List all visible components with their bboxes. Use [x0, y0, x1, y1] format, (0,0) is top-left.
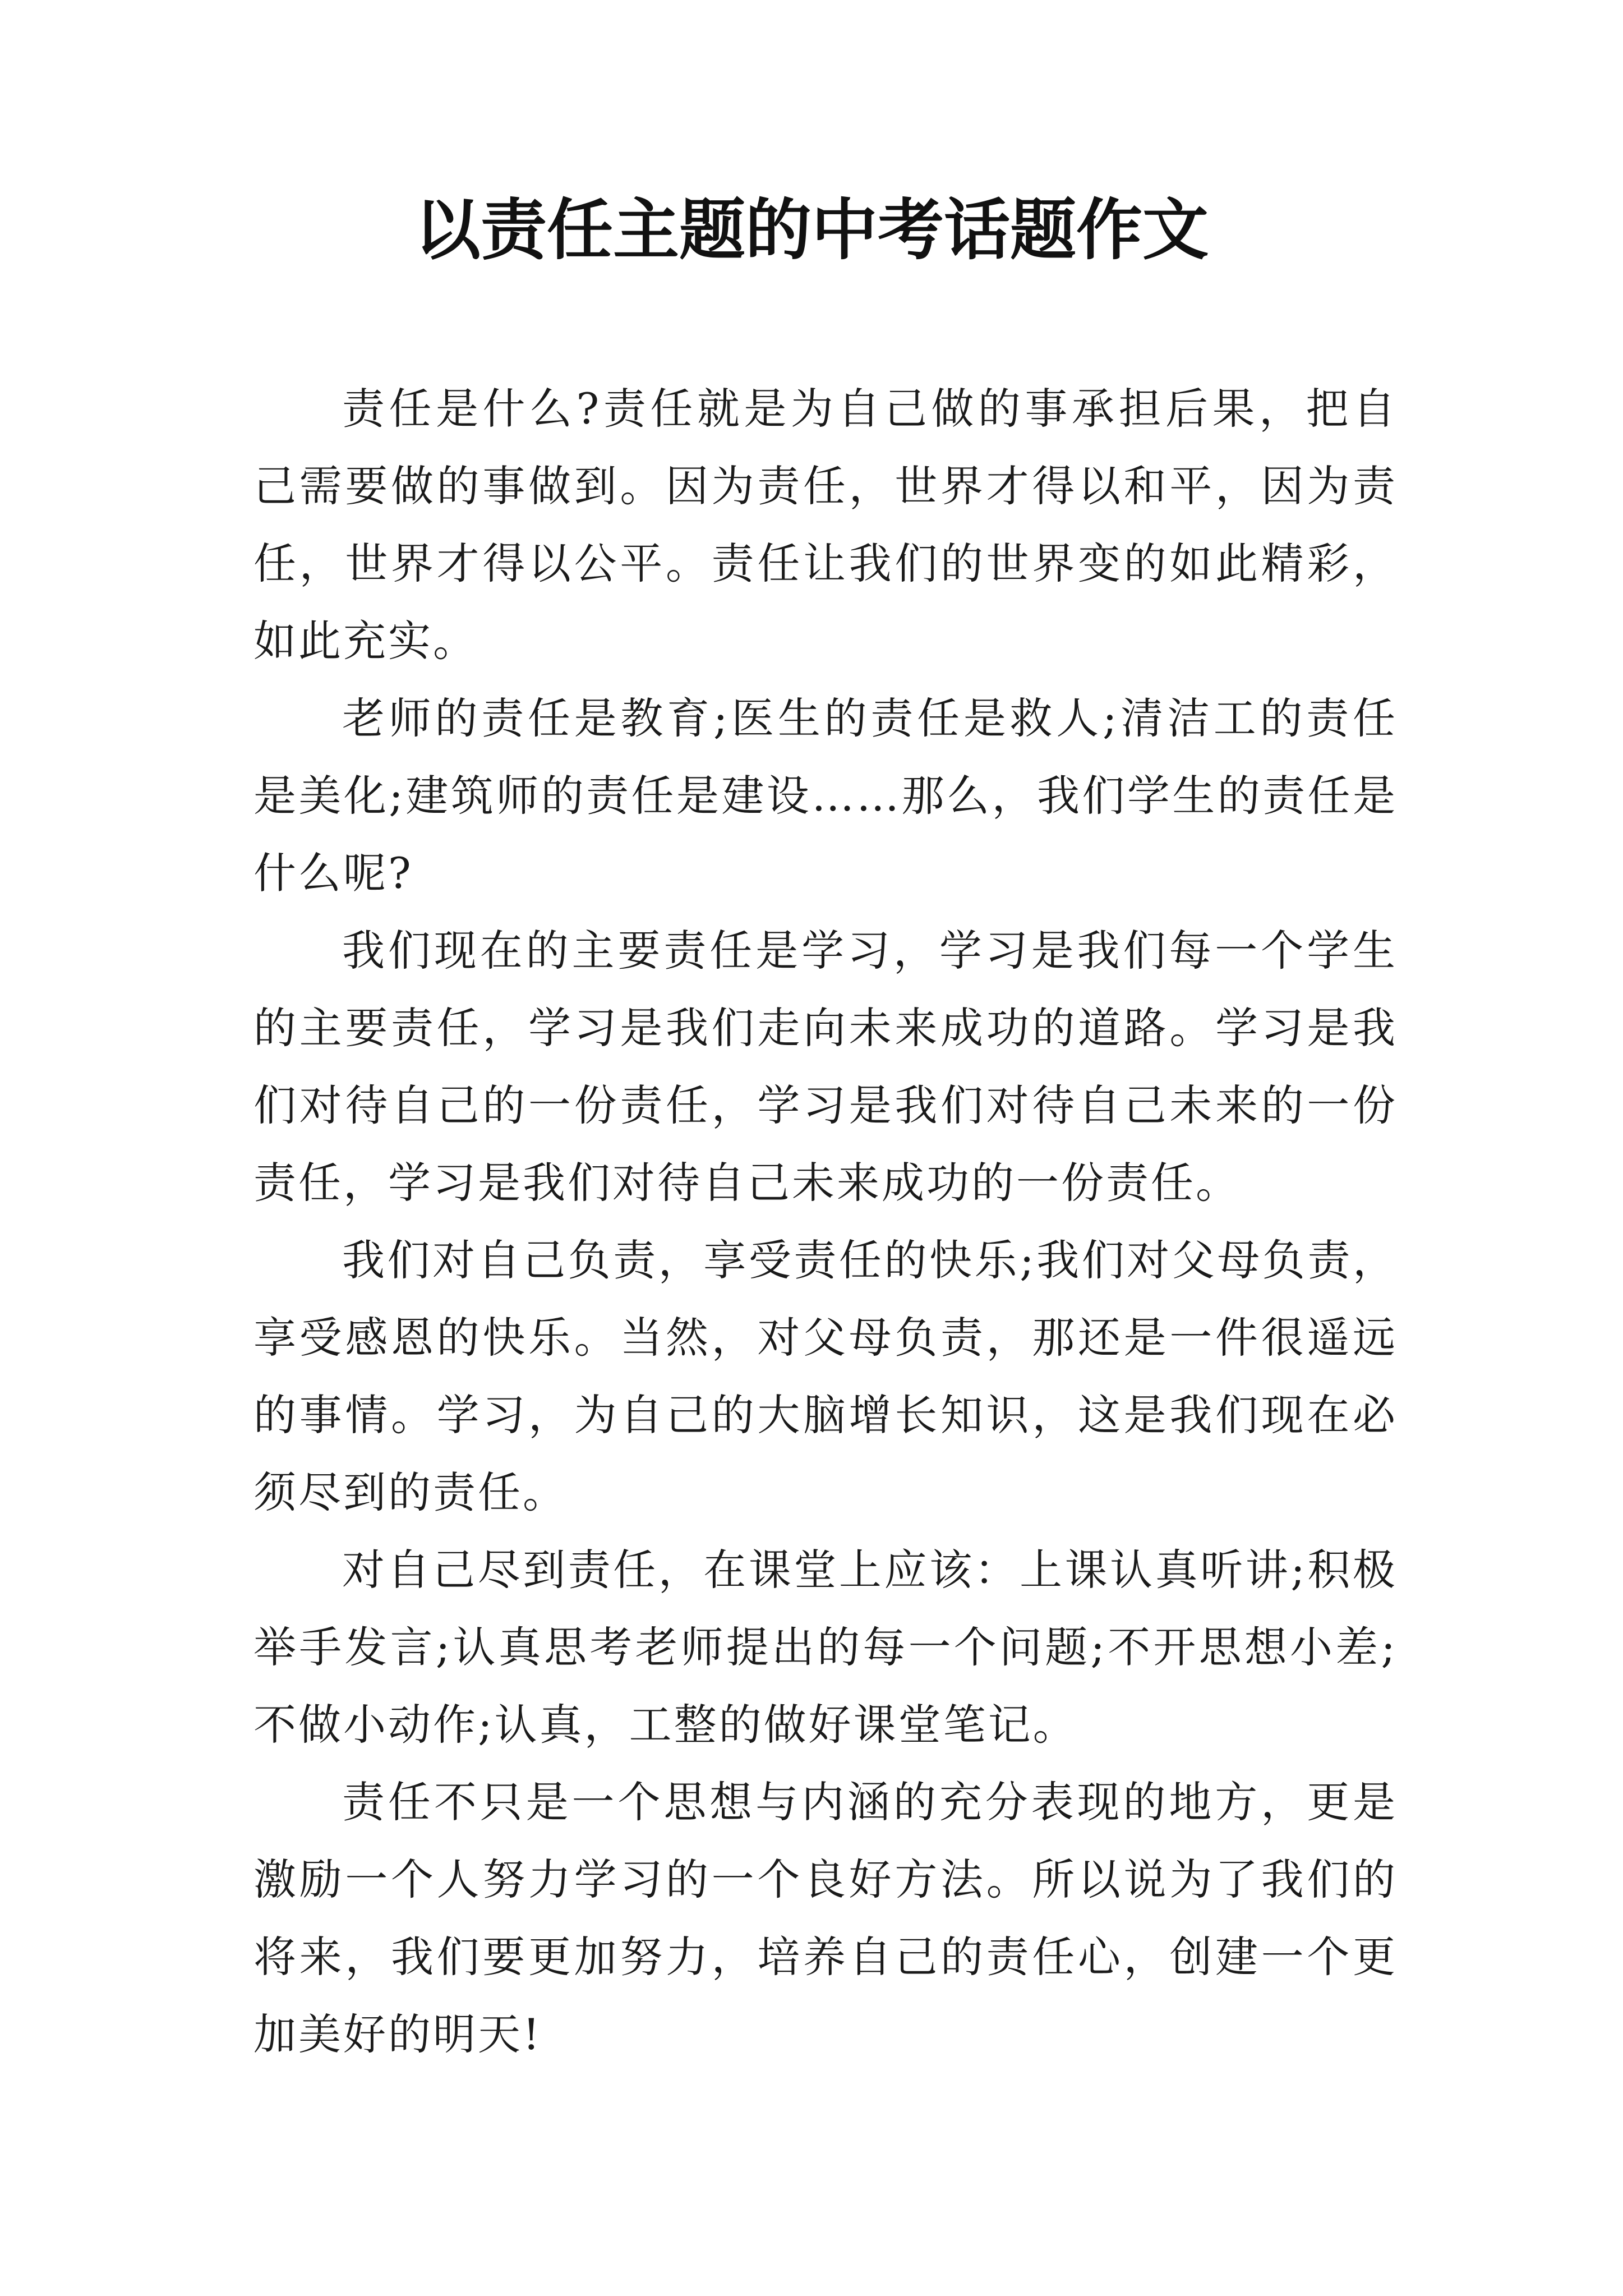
paragraph-6: 责任不只是一个思想与内涵的充分表现的地方，更是激励一个人努力学习的一个良好方法。所以说为了我们的将来，我们要更加努力，培养自己的责任心，创建一个更加美好的明天! [253, 1777, 1398, 2059]
document-body [253, 370, 1398, 2073]
paragraph-1: 责任是什么?责任就是为自己做的事承担后果，把自己需要做的事做到。因为责任，世界才得以和平，因为责任，世界才得以公平。责任让我们的世界变的如此精彩，如此充实。 [253, 384, 1398, 666]
paragraph-5: 对自己尽到责任，在课堂上应该：上课认真听讲;积极举手发言;认真思考老师提出的每一个问题;不开思想小差;不做小动作;认真，工整的做好课堂笔记。 [253, 1545, 1398, 1750]
paragraph-4: 我们对自己负责，享受责任的快乐;我们对父母负责，享受感恩的快乐。当然，对父母负责，那还是一件很遥远的事情。学习，为自己的大脑增长知识，这是我们现在必须尽到的责任。 [253, 1235, 1398, 1517]
paragraph-2: 老师的责任是教育;医生的责任是救人;清洁工的责任是美化;建筑师的责任是建设……那么，我们学生的责任是什么呢? [253, 693, 1398, 898]
paragraph-3: 我们现在的主要责任是学习，学习是我们每一个学生的主要责任，学习是我们走向未来成功的道路。学习是我们对待自己的一份责任，学习是我们对待自己未来的一份责任，学习是我们对待自己未来成功的一份责任。 [253, 926, 1398, 1208]
document-title: 以责任主题的中考话题作文 [414, 191, 1209, 269]
